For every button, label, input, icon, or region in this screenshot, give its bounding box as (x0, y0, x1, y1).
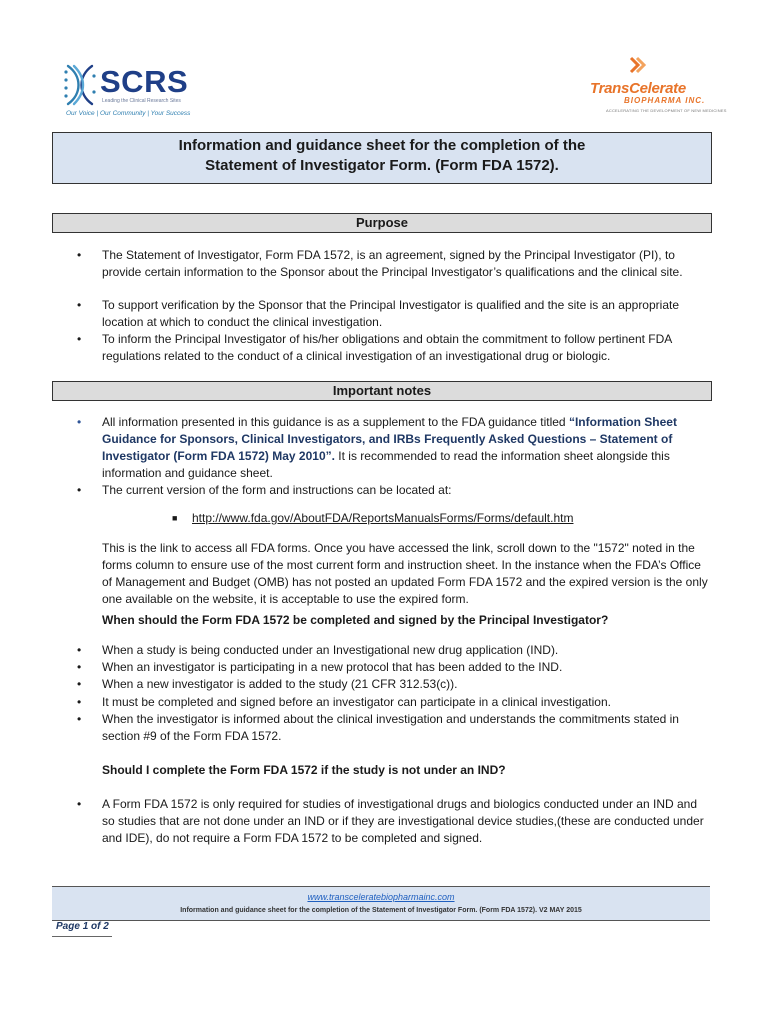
note-1-prefix: All information presented in this guidance is as a supplement to the FDA guidance titled (102, 415, 569, 429)
bullet-icon: • (77, 660, 82, 674)
footer-website-link[interactable]: www.transceleratebiopharmainc.com (307, 892, 455, 902)
footer-description: Information and guidance sheet for the completion of the Statement of Investigator Form. (Form FDA 1572). V2 MAY 2015 (180, 907, 582, 914)
purpose-item-3: To inform the Principal Investigator of his/her obligations and obtain the commitment to follow pertinent FDA regulations related to the conduct of a clinical investigation of an investigational drug or biologic. (102, 332, 672, 363)
bullet-icon: • (77, 483, 82, 497)
transcelerate-tagline: ACCELERATING THE DEVELOPMENT OF NEW MEDICINES (606, 108, 727, 113)
page-number (56, 921, 109, 932)
scrs-wordmark: SCRS (100, 64, 189, 99)
scrs-tagline: Our Voice | Our Community | Your Success (66, 110, 191, 117)
page-total: 2 (103, 921, 109, 932)
q1-item-3: When a new investigator is added to the study (21 CFR 312.53(c)). (102, 677, 458, 691)
bullet-icon: • (77, 695, 82, 709)
document-title-box (52, 132, 712, 184)
bullet-icon: • (77, 677, 82, 691)
bullet-icon: • (77, 712, 82, 726)
scrs-logo (62, 62, 212, 122)
bullet-icon: • (77, 332, 82, 346)
transcelerate-arrow-icon (628, 56, 650, 78)
scrs-subtitle: Leading the Clinical Research Sites (102, 98, 181, 104)
bullet-icon: • (77, 797, 82, 811)
note-1-guidance-title: “Information Sheet Guidance for Sponsors, Clinical Investigators, and IRBs Frequently Asked Questions – Statement of Investigator (Form FDA 1572) May 2010”. (102, 415, 677, 463)
square-bullet-icon: ■ (172, 513, 178, 523)
bullet-icon: • (77, 415, 82, 429)
transcelerate-logo (584, 56, 727, 118)
q1-item-1: When a study is being conducted under an Investigational new drug application (IND). (102, 643, 559, 657)
bullet-icon: • (77, 298, 82, 312)
q1-item-4: It must be completed and signed before an investigator can participate in a clinical investigation. (102, 695, 611, 709)
bullet-icon: • (77, 643, 82, 657)
purpose-item-2: To support verification by the Sponsor that the Principal Investigator is qualified and the site is an appropriate location at which to conduct the clinical investigation. (102, 298, 680, 329)
footer-box (52, 886, 710, 921)
page-current: 1 (82, 921, 89, 932)
fda-forms-link[interactable]: http://www.fda.gov/AboutFDA/ReportsManualsForms/Forms/default.htm (192, 511, 574, 525)
bullet-icon: • (77, 248, 82, 262)
document-title-line-1: Information and guidance sheet for the completion of the (178, 137, 586, 154)
transcelerate-wordmark: TransCelerate (590, 80, 686, 97)
purpose-header: Purpose (52, 213, 712, 233)
important-notes-header: Important notes (52, 381, 712, 401)
q2-item-1: A Form FDA 1572 is only required for studies of investigational drugs and biologics conducted under an IND and so studies that are not done under an IND or if they are investigational device studies,(these are conducted under and IDE), do not require a Form FDA 1572 to be completed and signed. (102, 797, 704, 845)
question-when-complete: When should the Form FDA 1572 be completed and signed by the Principal Investigator? (102, 613, 609, 627)
transcelerate-subtitle: BIOPHARMA INC. (624, 96, 706, 105)
q1-item-5: When the investigator is informed about the clinical investigation and understands the commitments stated in section #9 of the Form FDA 1572. (102, 712, 679, 743)
page-of: of (91, 921, 101, 932)
q1-item-2: When an investigator is participating in a new protocol that has been added to the IND. (102, 660, 563, 674)
important-note-2: The current version of the form and instructions can be located at: (102, 483, 452, 497)
document-title-line-2: Statement of Investigator Form. (Form FDA 1572). (205, 157, 559, 174)
purpose-item-1: The Statement of Investigator, Form FDA 1572, is an agreement, signed by the Principal Investigator (PI), to provide certain information to the Sponsor about the Principal Investigator’s qualifications and the clinical site. (102, 248, 683, 279)
important-note-1 (102, 414, 712, 482)
page-number-rule (52, 936, 112, 937)
question-not-under-ind: Should I complete the Form FDA 1572 if the study is not under an IND? (102, 763, 506, 777)
page-label: Page (56, 921, 80, 932)
link-explanation: This is the link to access all FDA forms. Once you have accessed the link, scroll down to the "1572" noted in the forms column to ensure use of the most current form and instruction sheet. In the instance when the FDA’s Office of Management and Budget (OMB) has not posted an updated Form FDA 1572 and the expired version is the only one available on the website, it is acceptable to use the expired form. (102, 541, 708, 606)
scrs-dna-icon (62, 62, 98, 108)
note-1-suffix: It is recommended to read the information sheet alongside this information and guidance sheet. (102, 449, 670, 480)
